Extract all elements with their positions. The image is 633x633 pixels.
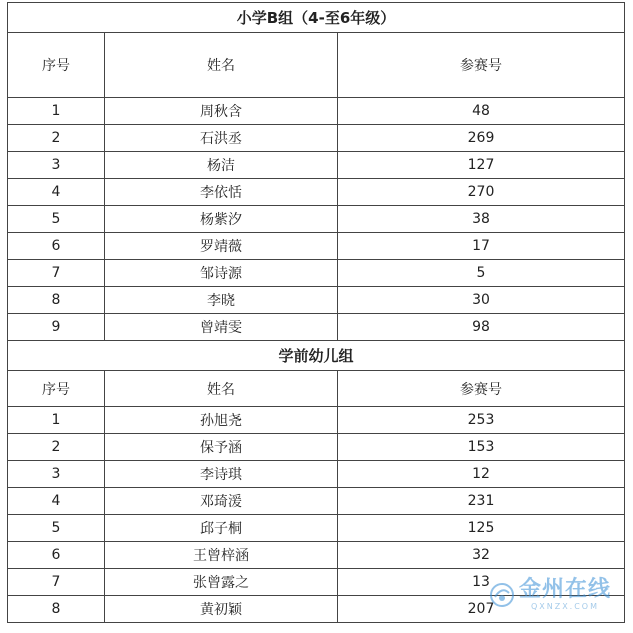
cell-name: 杨紫汐	[105, 206, 338, 233]
watermark-main-text: 金州在线	[518, 577, 611, 602]
cell-name: 杨洁	[105, 152, 338, 179]
cell-name: 张曾露之	[105, 569, 338, 596]
cell-entry-number: 153	[338, 434, 625, 461]
table-row	[8, 152, 625, 179]
cell-entry-number: 48	[338, 98, 625, 125]
cell-index: 7	[8, 569, 105, 596]
cell-entry-number: 17	[338, 233, 625, 260]
watermark-sub-text: QXNZX.COM	[530, 602, 600, 611]
cell-index: 8	[8, 596, 105, 623]
cell-name: 周秋含	[105, 98, 338, 125]
column-header-row	[8, 371, 625, 407]
table-row	[8, 542, 625, 569]
table-row	[8, 179, 625, 206]
cell-index: 2	[8, 434, 105, 461]
cell-index: 7	[8, 260, 105, 287]
cell-index: 5	[8, 515, 105, 542]
cell-entry-number: 38	[338, 206, 625, 233]
header-name: 姓名	[105, 371, 338, 407]
cell-index: 6	[8, 233, 105, 260]
cell-name: 李依恬	[105, 179, 338, 206]
cell-index: 4	[8, 488, 105, 515]
cell-name: 罗靖薇	[105, 233, 338, 260]
cell-entry-number: 253	[338, 407, 625, 434]
table-row	[8, 488, 625, 515]
cell-entry-number: 12	[338, 461, 625, 488]
table-row	[8, 287, 625, 314]
cell-index: 1	[8, 98, 105, 125]
cell-name: 李诗琪	[105, 461, 338, 488]
cell-entry-number: 30	[338, 287, 625, 314]
cell-index: 1	[8, 407, 105, 434]
cell-entry-number: 231	[338, 488, 625, 515]
cell-entry-number: 125	[338, 515, 625, 542]
cell-index: 5	[8, 206, 105, 233]
header-entry-number: 参赛号	[338, 371, 625, 407]
cell-index: 3	[8, 461, 105, 488]
table-row	[8, 314, 625, 341]
table-row	[8, 260, 625, 287]
cell-entry-number: 127	[338, 152, 625, 179]
table-row	[8, 461, 625, 488]
cell-index: 2	[8, 125, 105, 152]
cell-entry-number: 270	[338, 179, 625, 206]
header-index: 序号	[8, 33, 105, 98]
header-entry-number: 参赛号	[338, 33, 625, 98]
table-row	[8, 125, 625, 152]
cell-index: 8	[8, 287, 105, 314]
table-row	[8, 233, 625, 260]
section-title: 小学B组（4-至6年级）	[8, 3, 625, 33]
cell-index: 6	[8, 542, 105, 569]
cell-name: 邹诗源	[105, 260, 338, 287]
column-header-row	[8, 33, 625, 98]
cell-name: 王曾梓涵	[105, 542, 338, 569]
table-row	[8, 515, 625, 542]
table-row	[8, 206, 625, 233]
table-row	[8, 596, 625, 623]
cell-index: 3	[8, 152, 105, 179]
cell-entry-number: 5	[338, 260, 625, 287]
cell-name: 邱子桐	[105, 515, 338, 542]
section-title-row	[8, 3, 625, 33]
cell-name: 黄初颖	[105, 596, 338, 623]
results-table	[7, 2, 625, 623]
cell-name: 曾靖雯	[105, 314, 338, 341]
cell-name: 保予涵	[105, 434, 338, 461]
cell-name: 孙旭尧	[105, 407, 338, 434]
section-title: 学前幼儿组	[8, 341, 625, 371]
table-row	[8, 434, 625, 461]
header-index: 序号	[8, 371, 105, 407]
cell-entry-number: 207	[338, 596, 625, 623]
header-name: 姓名	[105, 33, 338, 98]
table-row	[8, 407, 625, 434]
cell-name: 石洪丞	[105, 125, 338, 152]
cell-entry-number: 98	[338, 314, 625, 341]
table-row	[8, 569, 625, 596]
cell-index: 9	[8, 314, 105, 341]
table-body	[8, 3, 625, 623]
cell-entry-number: 13	[338, 569, 625, 596]
cell-entry-number: 269	[338, 125, 625, 152]
table-row	[8, 98, 625, 125]
section-title-row	[8, 341, 625, 371]
cell-entry-number: 32	[338, 542, 625, 569]
cell-name: 李晓	[105, 287, 338, 314]
cell-name: 邓琦湲	[105, 488, 338, 515]
cell-index: 4	[8, 179, 105, 206]
